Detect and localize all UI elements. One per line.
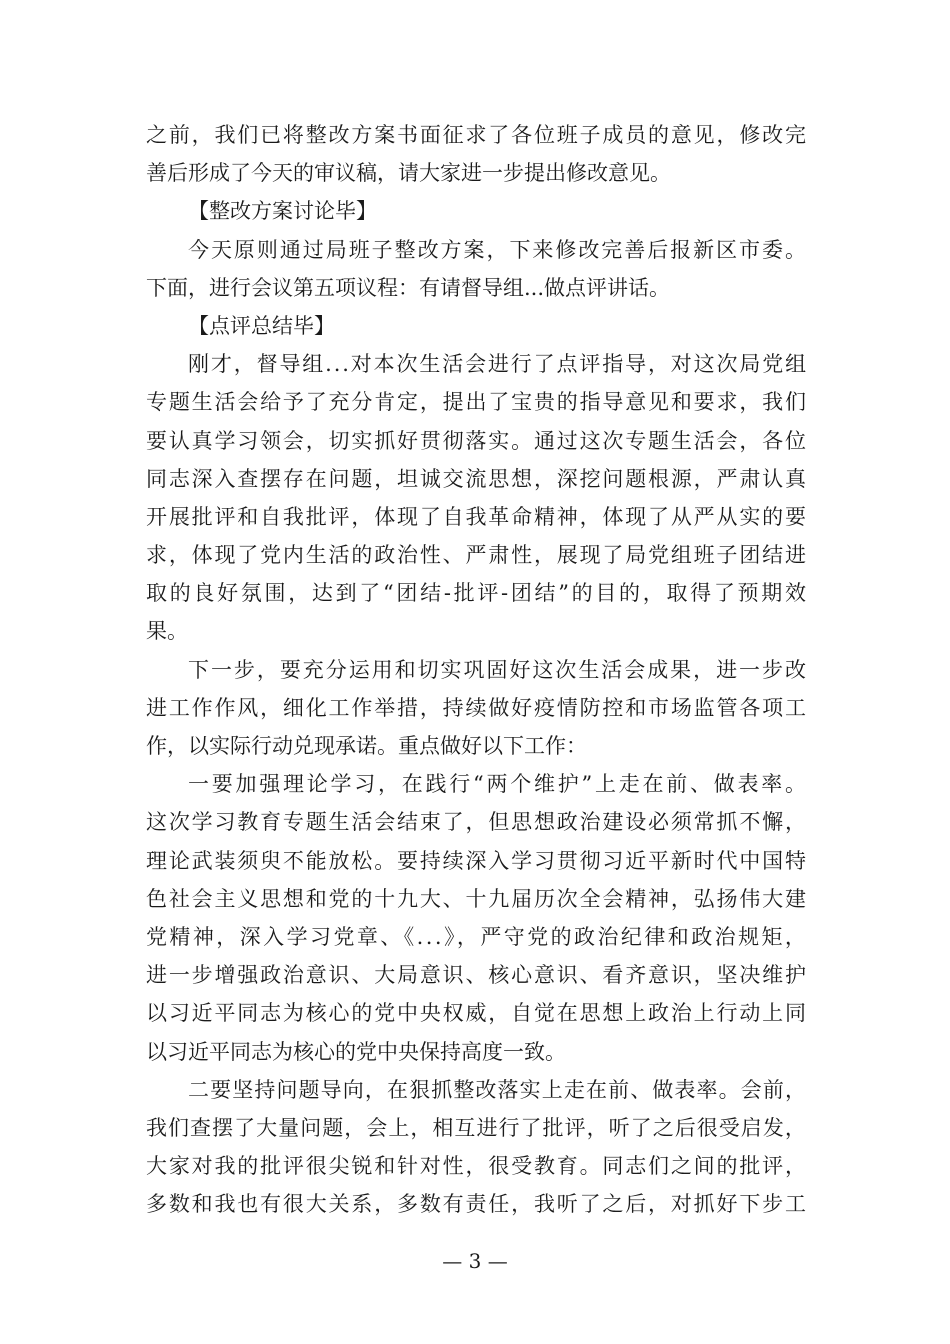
text-line: 作，以实际行动兑现承诺。重点做好以下工作： <box>146 734 587 758</box>
text-line: 以习近平同志为核心的党中央保持高度一致。 <box>146 1039 566 1064</box>
text-line: 我们查摆了大量问题，会上，相互进行了批评，听了之后很受启发， <box>146 1115 807 1140</box>
text-line: 进一步增强政治意识、大局意识、核心意识、看齐意识，坚决维护 <box>146 963 808 988</box>
page-number: — 3 — <box>442 1249 508 1273</box>
text-line: 求，体现了党内生活的政治性、严肃性，展现了局党组班子团结进 <box>146 543 808 568</box>
body-text <box>146 116 809 1223</box>
text-line: 理论武装须臾不能放松。要持续深入学习贯彻习近平新时代中国特 <box>146 848 808 873</box>
text-line: 党精神，深入学习党章、《...》，严守党的政治纪律和政治规矩， <box>146 924 809 949</box>
text-line: 下一步，要充分运用和切实巩固好这次生活会成果，进一步改 <box>188 657 808 682</box>
text-line: 下面，进行会议第五项议程：有请督导组...做点评讲话。 <box>146 275 671 300</box>
text-line: 多数和我也有很大关系，多数有责任，我听了之后，对抓好下步工 <box>146 1192 808 1217</box>
text-line: 色社会主义思想和党的十九大、十九届历次全会精神，弘扬伟大建 <box>146 886 808 911</box>
text-line: 之前，我们已将整改方案书面征求了各位班子成员的意见，修改完 <box>146 123 808 147</box>
text-line: 今天原则通过局班子整改方案，下来修改完善后报新区市委。 <box>188 237 808 262</box>
text-line: 一要加强理论学习，在践行“两个维护”上走在前、做表率。 <box>188 772 809 797</box>
text-line: 进工作作风，细化工作举措，持续做好疫情防控和市场监管各项工 <box>146 695 808 720</box>
text-line: 二要坚持问题导向，在狠抓整改落实上走在前、做表率。会前， <box>188 1077 808 1102</box>
text-line: 善后形成了今天的审议稿，请大家进一步提出修改意见。 <box>146 161 671 186</box>
text-line: 【整改方案讨论毕】 <box>188 199 377 224</box>
text-line: 专题生活会给予了充分肯定，提出了宝贵的指导意见和要求，我们 <box>146 390 808 415</box>
text-line: 取的良好氛围，达到了“团结-批评-团结”的目的，取得了预期效 <box>146 581 809 606</box>
text-line: 这次学习教育专题生活会结束了，但思想政治建设必须常抓不懈， <box>146 810 808 835</box>
text-line: 【点评总结毕】 <box>188 313 335 338</box>
text-line: 果。 <box>146 619 188 644</box>
text-line: 开展批评和自我批评，体现了自我革命精神，体现了从严从实的要 <box>146 504 808 529</box>
text-line: 同志深入查摆存在问题，坦诚交流思想，深挖问题根源，严肃认真 <box>146 466 808 491</box>
text-line: 要认真学习领会，切实抓好贯彻落实。通过这次专题生活会，各位 <box>146 428 808 453</box>
text-line: 以习近平同志为核心的党中央权威，自觉在思想上政治上行动上同 <box>146 1001 808 1026</box>
text-line: 刚才，督导组...对本次生活会进行了点评指导，对这次局党组 <box>188 352 808 377</box>
text-line: 大家对我的批评很尖锐和针对性，很受教育。同志们之间的批评， <box>146 1154 808 1179</box>
